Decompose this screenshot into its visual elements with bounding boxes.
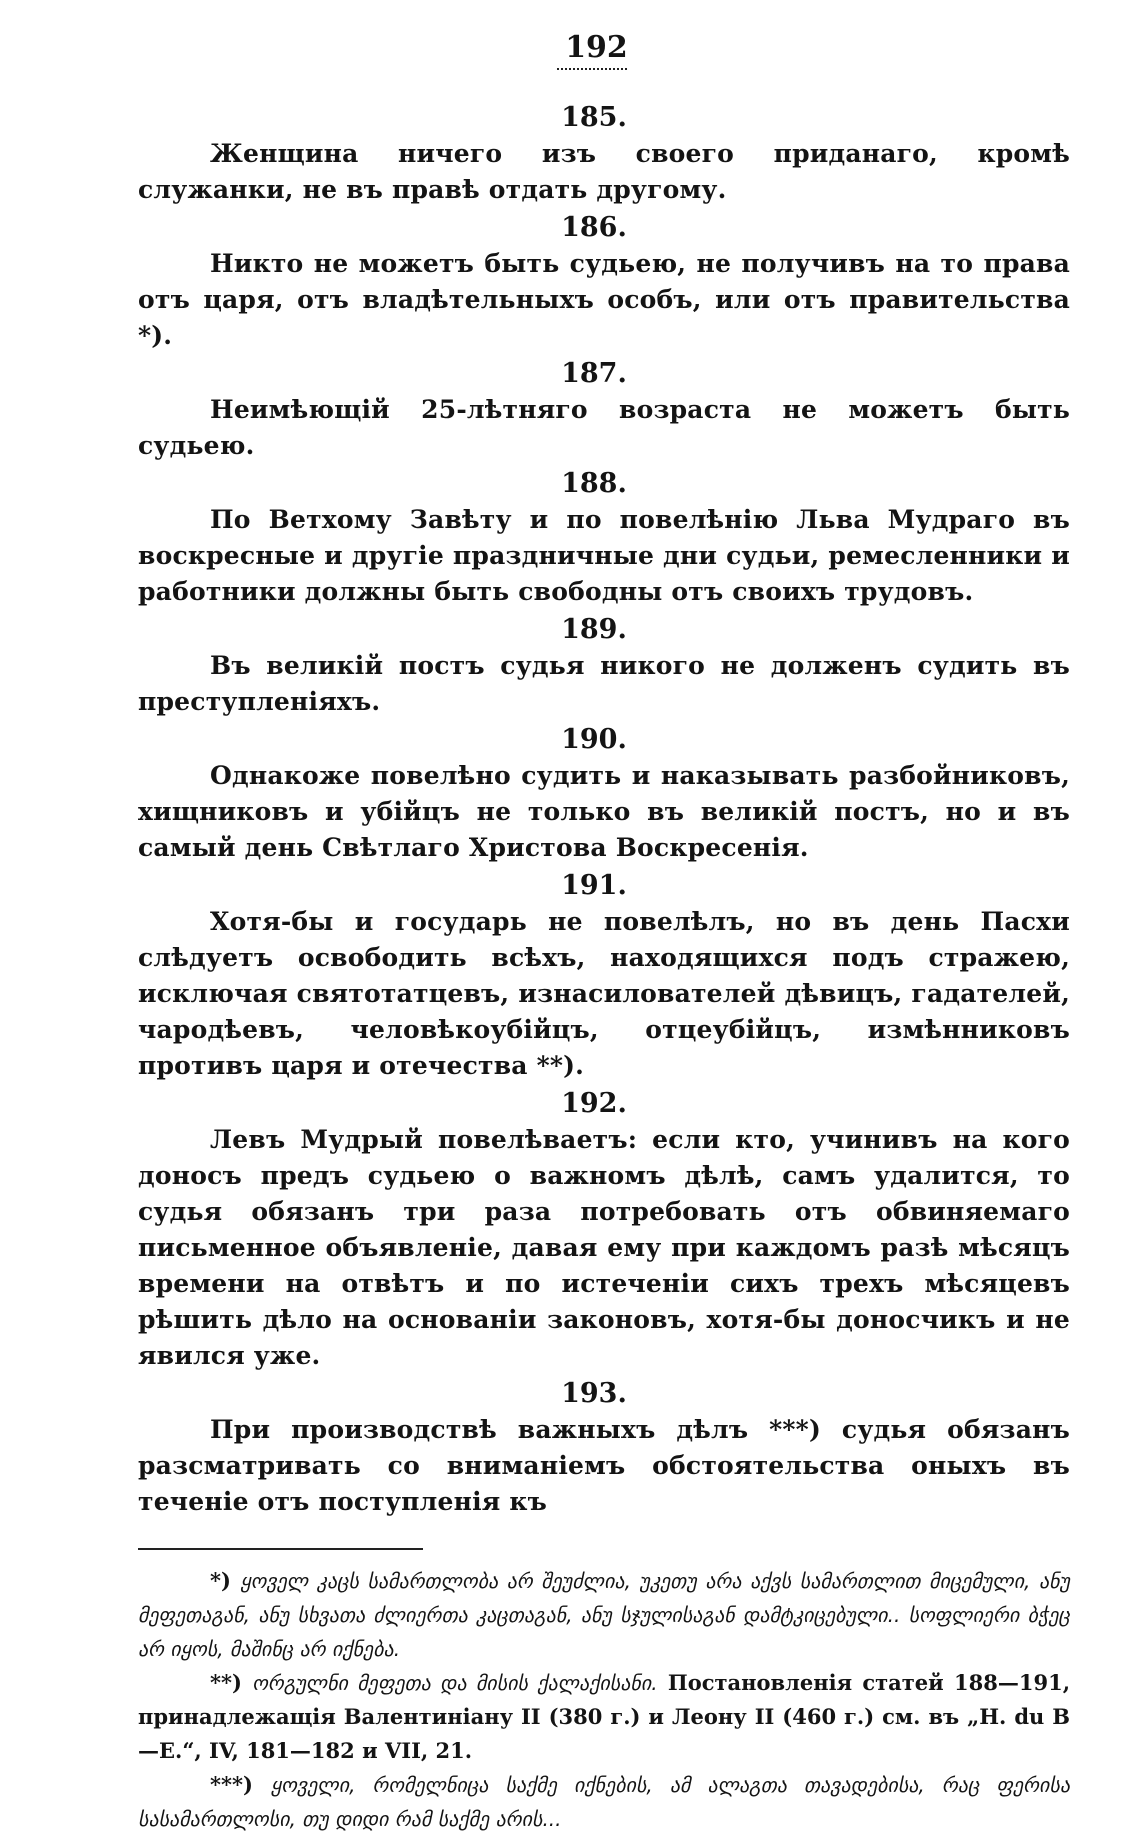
footnote-georgian-text: ყოველი, რომელნიცა საქმე იქნების, ამ ალაგთა თავადებისა, რაც ფერისა სასამართლოსი, თუ დიდი რამ საქმე არის...	[138, 1773, 1070, 1831]
article-text: Въ великій постъ судья никого не долженъ судить въ преступленіяхъ.	[138, 651, 1070, 716]
footnote-georgian-text: ორგულნი მეფეთა და მისის ქალაქისანი.	[252, 1671, 658, 1695]
article-number: 190.	[561, 724, 627, 755]
footnote	[138, 1564, 1070, 1666]
article-number: 185.	[561, 102, 627, 133]
article-text: Женщина ничего изъ своего приданаго, кромѣ служанки, не въ правѣ отдать другому.	[138, 139, 1070, 204]
article-text: Однакоже повелѣно судить и наказывать разбойниковъ, хищниковъ и убійцъ не только въ великій постъ, но и въ самый день Свѣтлаго Христова Воскресенія.	[138, 761, 1070, 862]
article-number: 186.	[561, 212, 627, 243]
article-text: По Ветхому Завѣту и по повелѣнію Льва Мудраго въ воскресные и другіе праздничные дни судьи, ремесленники и работники должны быть свободны отъ своихъ трудовъ.	[138, 505, 1070, 606]
article-text: При производствѣ важныхъ дѣлъ ***) судья обязанъ разсматривать со вниманіемъ обстоятельства оныхъ въ теченіе отъ поступленія къ	[138, 1415, 1070, 1516]
document-page	[138, 28, 1070, 1836]
footnote-mark: ***)	[210, 1772, 253, 1797]
article	[138, 722, 1070, 866]
footnote	[138, 1768, 1070, 1836]
article-number: 187.	[561, 358, 627, 389]
article	[138, 1086, 1070, 1374]
article	[138, 466, 1070, 610]
footnote-russian-text: Постановленія статей 188—191, принадлежащія Валентиніану II (380 г.) и Леону II (460 г.) см. въ „H. du B—E.“, IV, 181—182 и VII, 21.	[138, 1670, 1071, 1763]
article	[138, 356, 1070, 464]
article	[138, 612, 1070, 720]
article-text: Никто не можетъ быть судьею, не получивъ на то права отъ царя, отъ владѣтельныхъ особъ, или отъ правительства *).	[138, 249, 1070, 350]
article-text: Неимѣющій 25-лѣтняго возраста не можетъ быть судьею.	[138, 395, 1070, 460]
article	[138, 868, 1070, 1084]
footnote	[138, 1666, 1070, 1768]
article-text: Хотя-бы и государь не повелѣлъ, но въ день Пасхи слѣдуетъ освободить всѣхъ, находящихся подъ стражею, исключая святотатцевъ, изнасилователей дѣвицъ, гадателей, чародѣевъ, человѣкоубійцъ, отцеубійцъ, измѣнниковъ противъ царя и отечества **).	[138, 907, 1070, 1080]
page-number-underline	[557, 68, 627, 74]
footnote-georgian-text: ყოველ კაცს სამართლობა არ შეუძლია, უკეთუ არა აქვს სამართლით მიცემული, ანუ მეფეთაგან, ანუ სხვათა ძლიერთა კაცთაგან, ანუ სჯულისაგან დამტკიცებული.. სოფლიერი ბჭეც არ იყოს, მაშინც არ იქნება.	[138, 1569, 1071, 1661]
article-number: 191.	[561, 870, 627, 901]
article	[138, 100, 1070, 208]
article	[138, 210, 1070, 354]
article-number: 192.	[561, 1088, 627, 1119]
article-number: 193.	[561, 1378, 627, 1409]
page-number: 192	[565, 30, 628, 65]
article	[138, 1376, 1070, 1520]
footnote-mark: **)	[210, 1670, 242, 1695]
article-number: 189.	[561, 614, 627, 645]
footnote-mark: *)	[210, 1568, 231, 1593]
footnote-divider	[138, 1548, 423, 1550]
article-text: Левъ Мудрый повелѣваетъ: если кто, учинивъ на кого доносъ предъ судьею о важномъ дѣлѣ, самъ удалится, то судья обязанъ три раза потребовать отъ обвиняемаго письменное объявленіе, давая ему при каждомъ разѣ мѣсяцъ времени на отвѣтъ и по истеченіи сихъ трехъ мѣсяцевъ рѣшить дѣло на основаніи законовъ, хотя-бы доносчикъ и не явился уже.	[138, 1125, 1070, 1370]
article-number: 188.	[561, 468, 627, 499]
